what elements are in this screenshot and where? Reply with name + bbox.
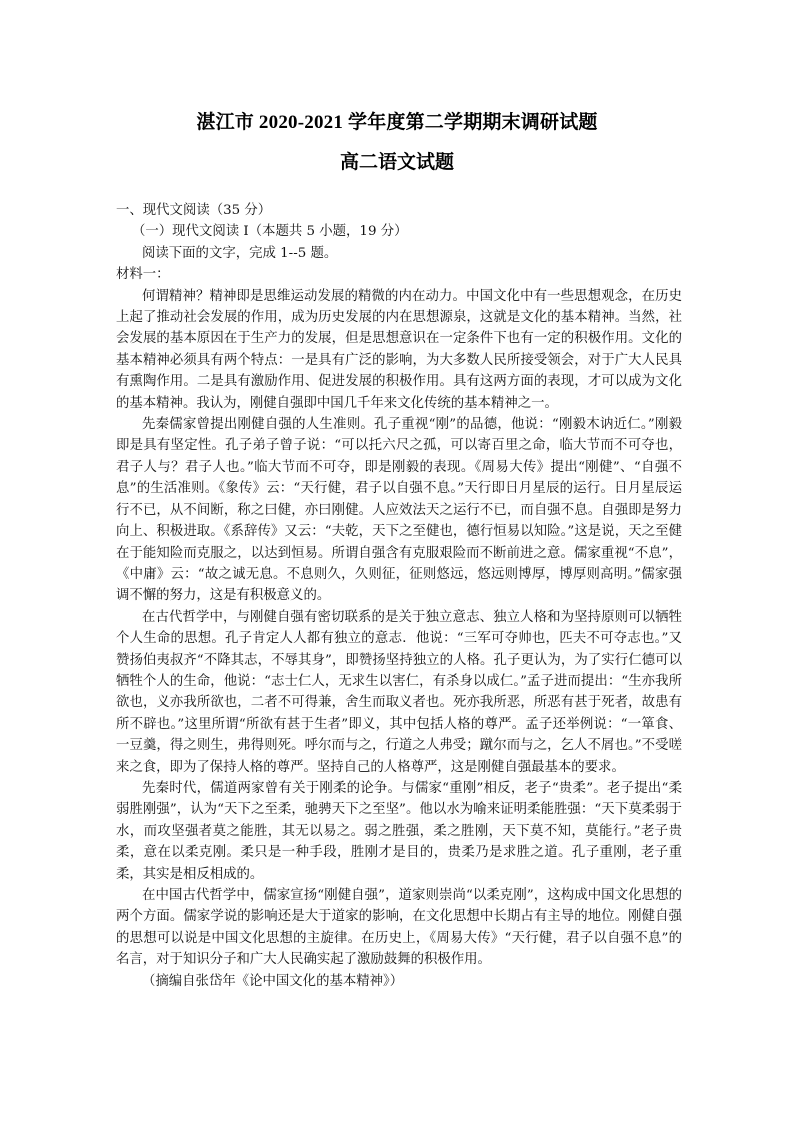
material-label: 材料一： bbox=[116, 267, 170, 283]
paragraph: 在古代哲学中，与刚健自强有密切联系的是关于独立意志、独立人格和为坚持原则可以牺牲个人生命的思想。孔子肯定人人都有独立的意志．他说：“三军可夺帅也，匹夫不可夺志也。”又赞扬伯夷叔齐“不降其志，不辱其身”，即赞扬坚持独立的人格。孔子更认为，为了实行仁德可以牺牲个人的生命，他说：“志士仁人，无求生以害仁，有杀身以成仁。”孟子进而提出：“生亦我所欲也，义亦我所欲也，二者不可得兼，舍生而取义者也。死亦我所恶，所恶有甚于死者，故患有所不辟也。”这里所谓“所欲有甚于生者”即义，其中包括人格的尊严。孟子还举例说：“一箪食、一豆羹，得之则生，弗得则死。呼尔而与之，行道之人弗受；蹴尔而与之，乞人不屑也。”不受嗟来之食，即为了保持人格的尊严。坚持自己的人格尊严，这是刚健自强最基本的要求。 bbox=[116, 609, 682, 775]
section-heading: 一、现代文阅读（35 分） bbox=[116, 203, 272, 218]
page-title: 湛江市 2020-2021 学年度第二学期期末调研试题 bbox=[196, 112, 598, 133]
subsection-heading: （一）现代文阅读 I（本题共 5 小题，19 分） bbox=[132, 224, 408, 240]
paragraph: 先秦儒家曾提出刚健自强的人生准则。孔子重视“刚”的品德，他说：“刚毅木讷近仁。”刚毅即是具有坚定性。孔子弟子曾子说：“可以托六尺之孤，可以寄百里之命，临大节而不可夺也，君子人与？君子人也。”临大节而不可夺，即是刚毅的表现。《周易大传》提出“刚健”、“自强不息”的生活准则。《象传》云：“天行健，君子以自强不息。”天行即日月星辰的运行。日月星辰运行不已，从不间断，称之曰健，亦曰刚健。人应效法天之运行不已，而自强不息。自强即是努力向上、积极进取。《系辞传》又云：“夫乾，天下之至健也，德行恒易以知险。”这是说，天之至健在于能知险而克服之，以达到恒易。所谓自强含有克服艰险而不断前进之意。儒家重视“不息”，《中庸》云：“故之诚无息。不息则久，久则征，征则悠远，悠远则博厚，博厚则高明。”儒家强调不懈的努力，这是有积极意义的。 bbox=[116, 417, 682, 604]
paragraph: 在中国古代哲学中，儒家宣扬“刚健自强”，道家则崇尚“以柔克刚”，这构成中国文化思想的两个方面。儒家学说的影响还是大于道家的影响，在文化思想中长期占有主导的地位。刚健自强的思想可以说是中国文化思想的主旋律。在历史上，《周易大传》“天行健，君子以自强不息”的名言，对于知识分子和广大人民确实起了激励鼓舞的积极作用。 bbox=[116, 888, 682, 968]
paragraph: 何谓精神？精神即是思维运动发展的精微的内在动力。中国文化中有一些思想观念，在历史上起了推动社会发展的作用，成为历史发展的内在思想源泉，这就是文化的基本精神。当然，社会发展的基本原因在于生产力的发展，但是思想意识在一定条件下也有一定的积极作用。文化的基本精神必须具有两个特点：一是具有广泛的影响，为大多数人民所接受领会，对于广大人民具有熏陶作用。二是具有激励作用、促进发展的积极作用。具有这两方面的表现，才可以成为文化的基本精神。我认为，刚健自强即中国几千年来文化传统的基本精神之一。 bbox=[116, 288, 682, 411]
page-subtitle: 高二语文试题 bbox=[339, 152, 454, 173]
reading-section bbox=[116, 200, 682, 992]
paragraph: 先秦时代，儒道两家曾有关于刚柔的论争。与儒家“重刚”相反，老子“贵柔”。老子提出“柔弱胜刚强”，认为“天下之至柔，驰骋天下之至坚”。他以水为喻来证明柔能胜强：“天下莫柔弱于水，而攻坚强者莫之能胜，其无以易之。弱之胜强，柔之胜刚，天下莫不知，莫能行。”老子贵柔，意在以柔克刚。柔只是一种手段，胜刚才是目的，贵柔乃是求胜之道。孔子重刚，老子重柔，其实是相反相成的。 bbox=[116, 780, 682, 882]
source-citation: （摘编自张岱年《论中国文化的基本精神》） bbox=[142, 973, 404, 989]
instruction-text: 阅读下面的文字，完成 1--5 题。 bbox=[142, 245, 338, 261]
